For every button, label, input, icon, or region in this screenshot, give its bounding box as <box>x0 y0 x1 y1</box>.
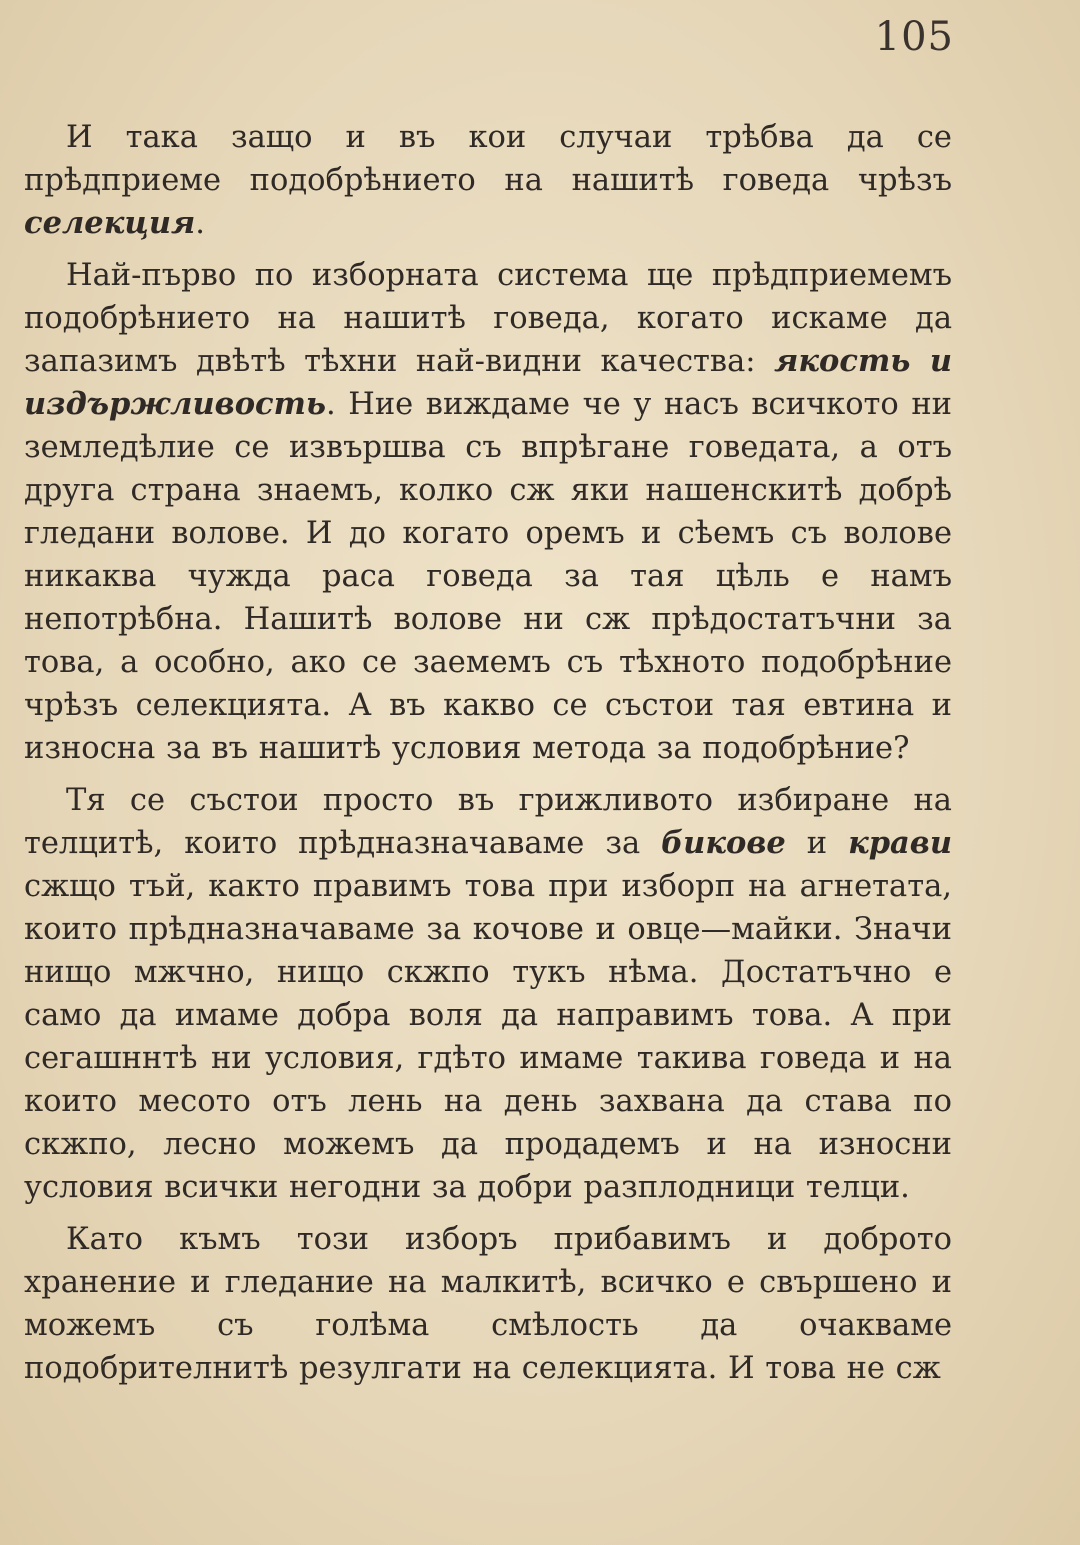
text-run: И така защо и въ кои случаи трѣбва да се прѣдприеме подобрѣнието на нашитѣ говеда чрѣзъ <box>24 120 952 198</box>
paragraph <box>24 1218 952 1390</box>
paragraph <box>24 779 952 1209</box>
text-run: Най-първо по изборната система ще прѣдприемемъ подобрѣнието на нашитѣ говеда, когато искаме да запазимъ двѣтѣ тѣхни най-видни качества: <box>24 258 952 379</box>
body-text <box>24 116 952 1399</box>
paragraph <box>24 254 952 770</box>
emphasis-text: селекция <box>24 205 196 241</box>
text-run: . Ние виждаме че у насъ всичкото ни земледѣлие се извършва съ впрѣгане говедата, а отъ друга страна знаемъ, колко сж яки нашенскитѣ добрѣ гледани волове. И до когато оремъ и сѣемъ съ волове никаква чужда раса говеда за тая цѣль е намъ непотрѣбна. Нашитѣ волове ни сж прѣдостатъчни за това, а особно, ако се заемемъ съ тѣхното подобрѣние чрѣзъ селекцията. А въ какво се състои тая евтина и износна за въ нашитѣ условия метода за подобрѣние? <box>24 387 952 766</box>
emphasis-text: якость и издържливость <box>24 343 952 422</box>
text-run: Тя се състои просто въ грижливото избиране на телцитѣ, които прѣдназначаваме за <box>24 783 952 861</box>
text-run: и <box>785 826 849 861</box>
emphasis-text: крави <box>848 825 953 861</box>
paragraph <box>24 116 952 245</box>
text-run: сжщо тъй, както правимъ това при изборп на агнетата, които прѣдназначаваме за кочове и овце—майки. Значи нищо мжчно, нищо скжпо тукъ нѣма. Достатъчно е само да имаме добра воля да направимъ това. А при сегашннтѣ ни условия, гдѣто имаме такива говеда и на които месото отъ лень на день захвана да става по скжпо, лесно можемъ да продадемъ и на износни условия всички негодни за добри разплодници телци. <box>24 869 952 1205</box>
page-number: 105 <box>874 14 954 60</box>
emphasis-text: бикове <box>661 825 786 861</box>
text-run: Като къмъ този изборъ прибавимъ и доброто хранение и гледание на малкитѣ, всичко е свършено и можемъ съ голѣма смѣлость да очакваме подобрителнитѣ резулгати на селекцията. И това не сж <box>24 1222 952 1386</box>
text-run: . <box>195 206 205 241</box>
